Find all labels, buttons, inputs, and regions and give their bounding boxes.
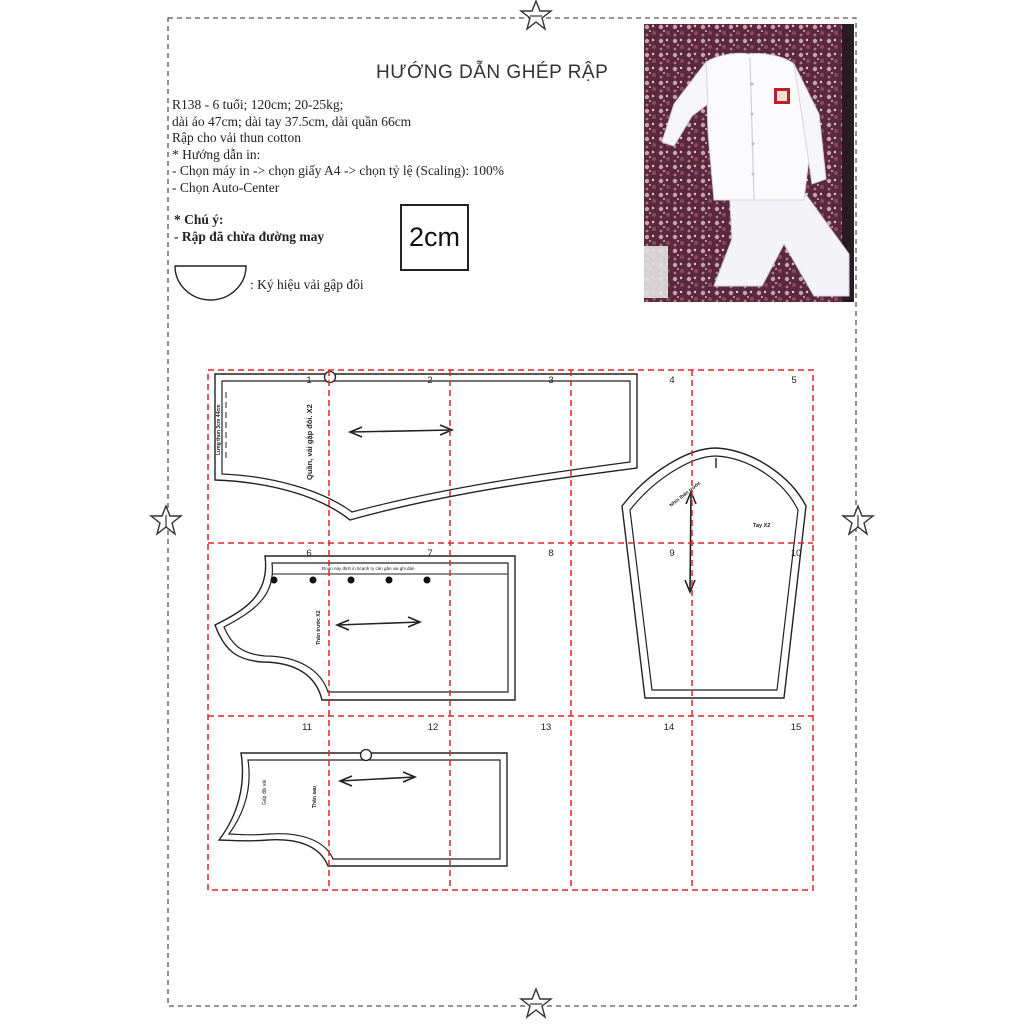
page-number-10: 10 <box>790 548 802 559</box>
star-left-icon <box>151 506 181 534</box>
sleeve-cap-label: Nhìn thân trước <box>668 480 703 509</box>
page-number-6: 6 <box>306 548 312 559</box>
front-grainline-arrow <box>337 617 420 630</box>
info-line: Rập cho vải thun cotton <box>172 130 301 145</box>
page-number-8: 8 <box>548 548 554 559</box>
fold-symbol-label: : Ký hiệu vải gập đôi <box>250 277 364 292</box>
page-number-7: 7 <box>427 548 433 559</box>
page-number-2: 2 <box>427 375 433 386</box>
back-side-label: Gấp đôi vải <box>262 779 268 805</box>
info-block <box>172 97 504 196</box>
page-number-3: 3 <box>548 375 554 386</box>
page-number-15: 15 <box>790 722 802 733</box>
page-number-13: 13 <box>540 722 552 733</box>
info-line: dài áo 47cm; dài tay 37.5cm, dài quần 66cm <box>172 113 412 129</box>
note-text: - Rập đã chừa đường may <box>174 229 325 244</box>
fold-symbol-icon <box>175 266 246 300</box>
info-line: * Hướng dẫn in: <box>172 146 261 162</box>
page-number-14: 14 <box>663 722 675 733</box>
product-photo <box>644 24 854 302</box>
page-number-12: 12 <box>427 722 439 733</box>
note-block <box>174 211 324 245</box>
info-line: - Chọn Auto-Center <box>172 179 280 195</box>
sleeve-grainline-arrow <box>685 492 696 592</box>
sleeve-piece <box>622 448 806 698</box>
back-label: Thân sau <box>312 786 318 808</box>
info-line: - Chọn máy in -> chọn giấy A4 -> chọn tỷ lệ (Scaling): 100% <box>172 163 505 178</box>
page-number-1: 1 <box>306 375 312 386</box>
page-number-4: 4 <box>669 375 675 386</box>
pants-grainline-arrow <box>350 425 452 437</box>
pants-piece <box>215 372 637 521</box>
front-label: Thân trước X2 <box>316 610 322 645</box>
pants-label: Quần, vải gập đôi. X2 <box>305 404 314 480</box>
back-bodice-piece <box>219 750 507 867</box>
front-button-label: Đoạn này định in 5cạnh ry cản gân vai ghi dán <box>322 566 415 571</box>
info-line: R138 - 6 tuổi; 120cm; 20-25kg; <box>172 97 344 112</box>
star-top-icon <box>521 1 551 29</box>
pants-side-label: Lưng thun 3cm 44cm <box>216 404 222 455</box>
front-bodice-piece <box>215 556 515 700</box>
page-title: HƯỚNG DẪN GHÉP RẬP <box>376 62 609 83</box>
star-bottom-icon <box>521 989 551 1017</box>
back-grainline-arrow <box>340 772 415 786</box>
page-number-5: 5 <box>791 375 797 386</box>
star-right-icon <box>843 506 873 534</box>
page-number-11: 11 <box>302 722 312 733</box>
note-title: * Chú ý: <box>174 212 224 227</box>
scale-reference-box: 2cm <box>400 204 469 271</box>
page-number-9: 9 <box>669 548 675 559</box>
sleeve-label: Tay X2 <box>753 523 771 529</box>
